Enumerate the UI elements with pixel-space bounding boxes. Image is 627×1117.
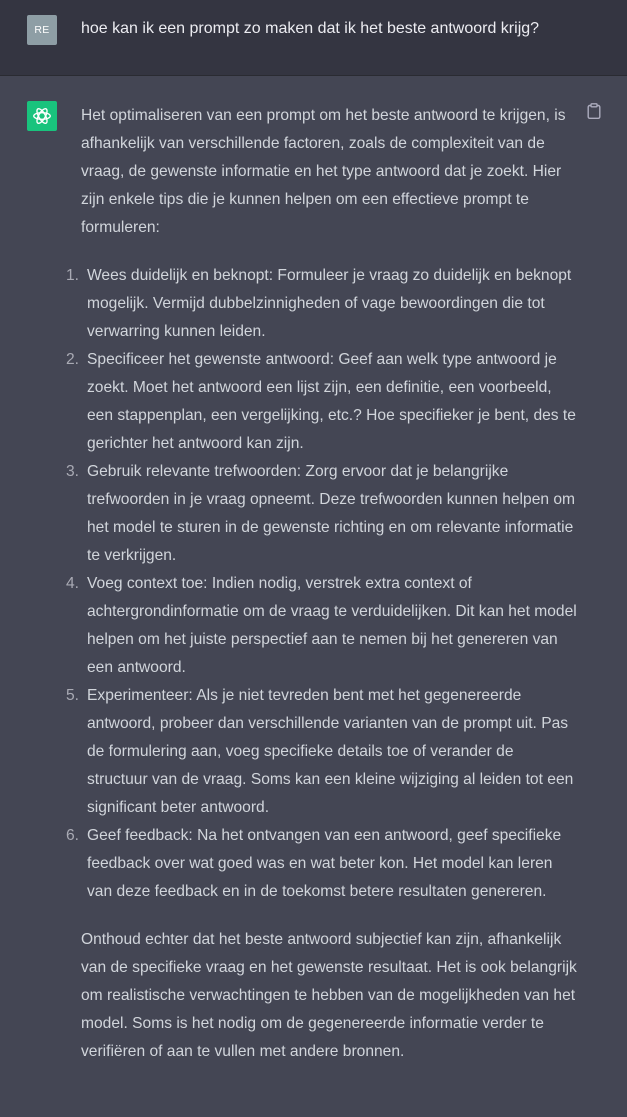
list-item-number: 4.: [66, 575, 80, 592]
user-avatar: RE: [27, 15, 57, 45]
list-item-text: Gebruik relevante trefwoorden: Zorg ervoor dat je belangrijke trefwoorden in je vraag opneemt. Deze trefwoorden kunnen helpen om het model te sturen in de gewenste richting en om relevante informatie te verkrijgen.: [87, 463, 576, 564]
list-item-text: Experimenteer: Als je niet tevreden bent met het gegenereerde antwoord, probeer dan verschillende varianten van de prompt uit. Pas de formulering aan, voeg specifieke details toe of verander de structuur van de vraag. Soms kan een kleine wijziging al leiden tot een significant beter antwoord.: [87, 687, 574, 816]
list-item: [66, 346, 577, 458]
list-item: [66, 682, 577, 822]
list-item: [66, 262, 577, 346]
list-item-number: 3.: [66, 463, 80, 480]
list-item: [66, 458, 577, 570]
list-item-text: Geef feedback: Na het ontvangen van een antwoord, geef specifieke feedback over wat goed was en wat beter kon. Het model kan leren van deze feedback en in de toekomst betere resultaten genereren.: [87, 827, 562, 900]
assistant-intro-paragraph: Het optimaliseren van een prompt om het beste antwoord te krijgen, is afhankelijk van verschillende factoren, zoals de complexiteit van de vraag, de gewenste informatie en het type antwoord dat je zoekt. Hier zijn enkele tips die je kunnen helpen om een effectieve prompt te formuleren:: [81, 107, 566, 236]
list-item-number: 2.: [66, 351, 80, 368]
user-message-text: hoe kan ik een prompt zo maken dat ik het beste antwoord krijg?: [81, 20, 540, 37]
list-item-text: Voeg context toe: Indien nodig, verstrek extra context of achtergrondinformatie om de vraag te verduidelijken. Dit kan het model helpen om het juiste perspectief aan te nemen bij het genereren van een antwoord.: [87, 575, 577, 676]
list-item: [66, 822, 577, 906]
list-item-text: Specificeer het gewenste antwoord: Geef aan welk type antwoord je zoekt. Moet het antwoord een lijst zijn, een definitie, een voorbeeld, een stappenplan, een vergelijking, etc.? Hoe specifieker je bent, des te gerichter het antwoord kan zijn.: [87, 351, 576, 452]
user-message-row: [0, 0, 627, 76]
list-item-number: 6.: [66, 827, 80, 844]
openai-logo-icon: [27, 101, 57, 131]
list-item-number: 1.: [66, 267, 80, 284]
assistant-outro-paragraph: Onthoud echter dat het beste antwoord subjectief kan zijn, afhankelijk van de specifieke vraag en het gewenste resultaat. Het is ook belangrijk om realistische verwachtingen te hebben van de mogelijkheden van het model. Soms is het nodig om de gegenereerde informatie verder te verifiëren of aan te vullen met andere bronnen.: [81, 931, 577, 1060]
tips-list: [66, 262, 577, 906]
assistant-message-content: [66, 102, 577, 1066]
list-item-text: Wees duidelijk en beknopt: Formuleer je vraag zo duidelijk en beknopt mogelijk. Vermijd dubbelzinnigheden of vage bewoordingen die tot verwarring kunnen leiden.: [87, 267, 572, 340]
list-item: [66, 570, 577, 682]
assistant-message-row: [0, 76, 627, 1117]
list-item-number: 5.: [66, 687, 80, 704]
clipboard-icon[interactable]: [585, 102, 603, 120]
